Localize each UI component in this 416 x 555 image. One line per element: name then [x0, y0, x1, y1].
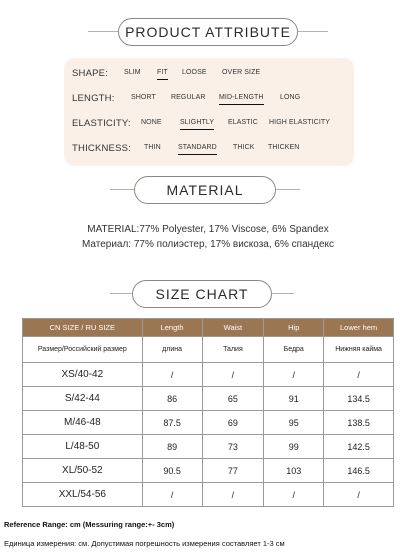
- attribute-label: ELASTICITY:: [72, 117, 131, 129]
- divider-line: [88, 31, 118, 32]
- option-none: NONE: [141, 119, 162, 126]
- option-slightly-selected: SLIGHTLY: [180, 119, 215, 126]
- material-header: [0, 176, 416, 204]
- cell-hip: /: [264, 363, 324, 387]
- option-short: SHORT: [131, 94, 156, 101]
- cell-size: XL/50-52: [23, 459, 143, 483]
- table-row: [23, 435, 394, 459]
- attribute-row-thickness: [72, 141, 132, 155]
- attribute-row-elasticity: [72, 116, 131, 130]
- subheader-lower-hem: Нижняя кайма: [324, 337, 394, 363]
- option-slim: SLIM: [124, 69, 141, 76]
- cell-size: L/48-50: [23, 435, 143, 459]
- subheader-length: длина: [142, 337, 202, 363]
- product-attribute-header: [0, 18, 416, 46]
- cell-lower-hem: 134.5: [324, 387, 394, 411]
- divider-line: [272, 293, 294, 294]
- material-title: MATERIAL: [134, 176, 276, 204]
- subheader-size: Размер/Российский размер: [23, 337, 143, 363]
- option-thick: THICK: [233, 144, 255, 151]
- subheader-waist: Талия: [202, 337, 264, 363]
- header-length: Length: [142, 319, 202, 337]
- cell-hip: 99: [264, 435, 324, 459]
- option-loose: LOOSE: [182, 69, 207, 76]
- measurement-unit-note: Единица измерения: см. Допустимая погрешность измерения составляет 1-3 см: [4, 539, 285, 548]
- cell-hip: 95: [264, 411, 324, 435]
- product-attribute-panel: [64, 58, 354, 166]
- header-lower-hem: Lower hem: [324, 319, 394, 337]
- cell-length: /: [142, 483, 202, 507]
- cell-waist: 69: [202, 411, 264, 435]
- divider-line: [298, 31, 328, 32]
- cell-lower-hem: /: [324, 363, 394, 387]
- cell-hip: 91: [264, 387, 324, 411]
- option-standard-selected: STANDARD: [178, 144, 217, 151]
- cell-hip: /: [264, 483, 324, 507]
- cell-size: XXL/54-56: [23, 483, 143, 507]
- header-size: CN SIZE / RU SIZE: [23, 319, 143, 337]
- divider-line: [276, 189, 300, 190]
- size-chart-table: [22, 318, 394, 507]
- table-row: [23, 483, 394, 507]
- option-high-elasticity: HIGH ELASTICITY: [269, 119, 331, 126]
- cell-waist: /: [202, 363, 264, 387]
- cell-lower-hem: 142.5: [324, 435, 394, 459]
- cell-waist: 73: [202, 435, 264, 459]
- option-fit-selected: FIT: [157, 69, 168, 76]
- header-hip: Hip: [264, 319, 324, 337]
- cell-length: 86: [142, 387, 202, 411]
- cell-length: 89: [142, 435, 202, 459]
- size-chart-header: [0, 280, 416, 308]
- cell-size: S/42-44: [23, 387, 143, 411]
- header-waist: Waist: [202, 319, 264, 337]
- table-subheader-row: [23, 337, 394, 363]
- table-row: [23, 411, 394, 435]
- option-thicken: THICKEN: [268, 144, 300, 151]
- attribute-label: SHAPE:: [72, 67, 109, 79]
- table-row: [23, 459, 394, 483]
- cell-lower-hem: 146.5: [324, 459, 394, 483]
- reference-range-note: Reference Range: cm (Messuring range:+- 3cm): [4, 520, 175, 529]
- cell-lower-hem: /: [324, 483, 394, 507]
- cell-size: M/46-48: [23, 411, 143, 435]
- divider-line: [110, 189, 134, 190]
- cell-waist: 65: [202, 387, 264, 411]
- attribute-label: LENGTH:: [72, 92, 115, 104]
- material-composition-ru: Материал: 77% полиэстер, 17% вискоза, 6% спандекс: [81, 239, 335, 250]
- product-attribute-title: PRODUCT ATTRIBUTE: [118, 18, 298, 46]
- cell-waist: 77: [202, 459, 264, 483]
- option-elastic: ELASTIC: [228, 119, 258, 126]
- size-chart-title: SIZE CHART: [132, 280, 272, 308]
- attribute-row-shape: [72, 66, 128, 80]
- option-thin: THIN: [144, 144, 161, 151]
- cell-hip: 103: [264, 459, 324, 483]
- option-over-size: OVER SIZE: [222, 69, 261, 76]
- option-regular: REGULAR: [171, 94, 206, 101]
- table-header-row: [23, 319, 394, 337]
- cell-length: 90.5: [142, 459, 202, 483]
- cell-length: 87.5: [142, 411, 202, 435]
- attribute-label: THICKNESS:: [72, 142, 132, 154]
- option-mid-length-selected: MID-LENGTH: [219, 94, 264, 101]
- cell-lower-hem: 138.5: [324, 411, 394, 435]
- cell-length: /: [142, 363, 202, 387]
- cell-waist: /: [202, 483, 264, 507]
- option-long: LONG: [280, 94, 301, 101]
- cell-size: XS/40-42: [23, 363, 143, 387]
- table-row: [23, 387, 394, 411]
- material-composition-en: MATERIAL:77% Polyester, 17% Viscose, 6% Spandex: [87, 224, 329, 235]
- divider-line: [110, 293, 132, 294]
- table-row: [23, 363, 394, 387]
- subheader-hip: Бедра: [264, 337, 324, 363]
- attribute-row-length: [72, 91, 128, 105]
